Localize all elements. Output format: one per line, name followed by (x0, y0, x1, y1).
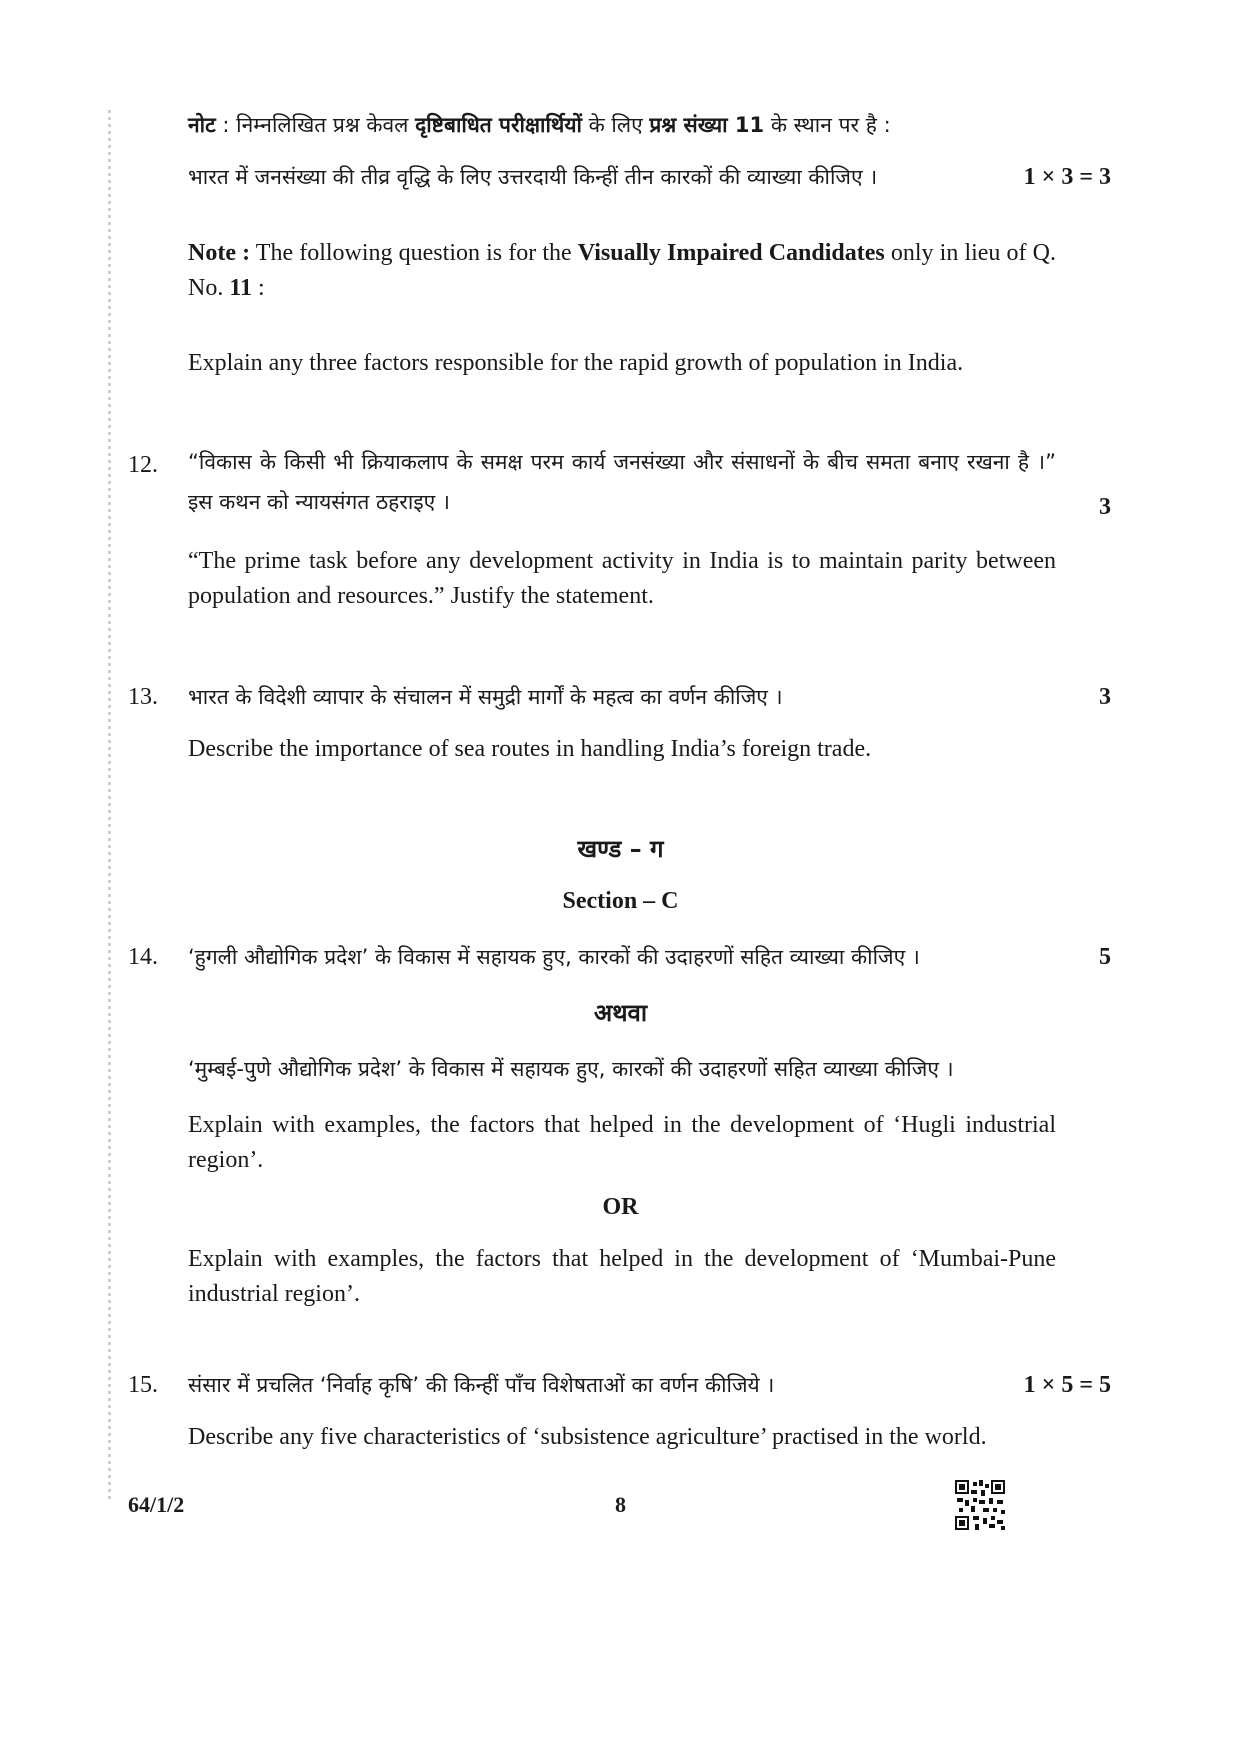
section-heading-english: Section – C (562, 888, 679, 914)
question-12-hindi: “विकास के किसी भी क्रियाकलाप के समक्ष परम कार्य जनसंख्या और संसाधनों के बीच समता बनाए रखना है ।” इस कथन को न्यायसंगत ठहराइए । (188, 450, 1056, 514)
note-english-label: Note : (188, 240, 251, 266)
question-14-hindi: ‘हुगली औद्योगिक प्रदेश’ के विकास में सहायक हुए, कारकों की उदाहरणों सहित व्याख्या कीजिए । (188, 945, 920, 969)
question-14-english-alternative: Explain with examples, the factors that helped in the development of ‘Mumbai-Pune industrial region’. (188, 1246, 1056, 1307)
note-hindi-label: नोट (188, 113, 216, 137)
question-number: 15. (128, 1372, 158, 1398)
question-14-english: Explain with examples, the factors that helped in the development of ‘Hugli industrial region’. (188, 1112, 1056, 1173)
question-number: 13. (128, 684, 158, 710)
question-15-hindi: संसार में प्रचलित ‘निर्वाह कृषि’ की किन्हीं पाँच विशेषताओं का वर्णन कीजिये । (188, 1373, 775, 1397)
note-marks: 1 × 3 = 3 (1023, 164, 1111, 190)
question-14-hindi-alternative: ‘मुम्बई-पुणे औद्योगिक प्रदेश’ के विकास में सहायक हुए, कारकों की उदाहरणों सहित व्याख्या कीजिए । (188, 1057, 954, 1081)
paper-code: 64/1/2 (128, 1492, 185, 1517)
page-number: 8 (615, 1492, 626, 1517)
or-english: OR (602, 1194, 639, 1220)
note-hindi: नोट : निम्नलिखित प्रश्न केवल दृष्टिबाधित परीक्षार्थियों के लिए प्रश्न संख्या 11 के स्थान पर है : (188, 113, 891, 137)
question-15-marks: 1 × 5 = 5 (1023, 1372, 1111, 1398)
question-15-english: Describe any five characteristics of ‘subsistence agriculture’ practised in the world. (188, 1424, 987, 1450)
or-hindi: अथवा (593, 999, 648, 1027)
question-12-english: “The prime task before any development activity in India is to maintain parity between population and resources.” Justify the statement. (188, 548, 1056, 609)
question-number: 14. (128, 944, 158, 970)
margin-security-strip (108, 110, 111, 1500)
question-number: 12. (128, 452, 158, 478)
section-heading-hindi: खण्ड – ग (577, 835, 664, 863)
qr-code-icon (955, 1480, 1005, 1530)
question-14-marks: 5 (1099, 944, 1111, 970)
note-english-question: Explain any three factors responsible for the rapid growth of population in India. (188, 350, 964, 376)
note-hindi-question: भारत में जनसंख्या की तीव्र वृद्धि के लिए उत्तरदायी किन्हीं तीन कारकों की व्याख्या कीजिए । (188, 165, 878, 189)
question-13-english: Describe the importance of sea routes in handling India’s foreign trade. (188, 736, 872, 762)
question-13-marks: 3 (1099, 684, 1111, 710)
question-13-hindi: भारत के विदेशी व्यापार के संचालन में समुद्री मार्गों के महत्व का वर्णन कीजिए । (188, 685, 783, 709)
note-english: Note : The following question is for the Visually Impaired Candidates only in lieu of Q. No. 11 : (188, 240, 1056, 301)
question-12-marks: 3 (1099, 494, 1111, 520)
